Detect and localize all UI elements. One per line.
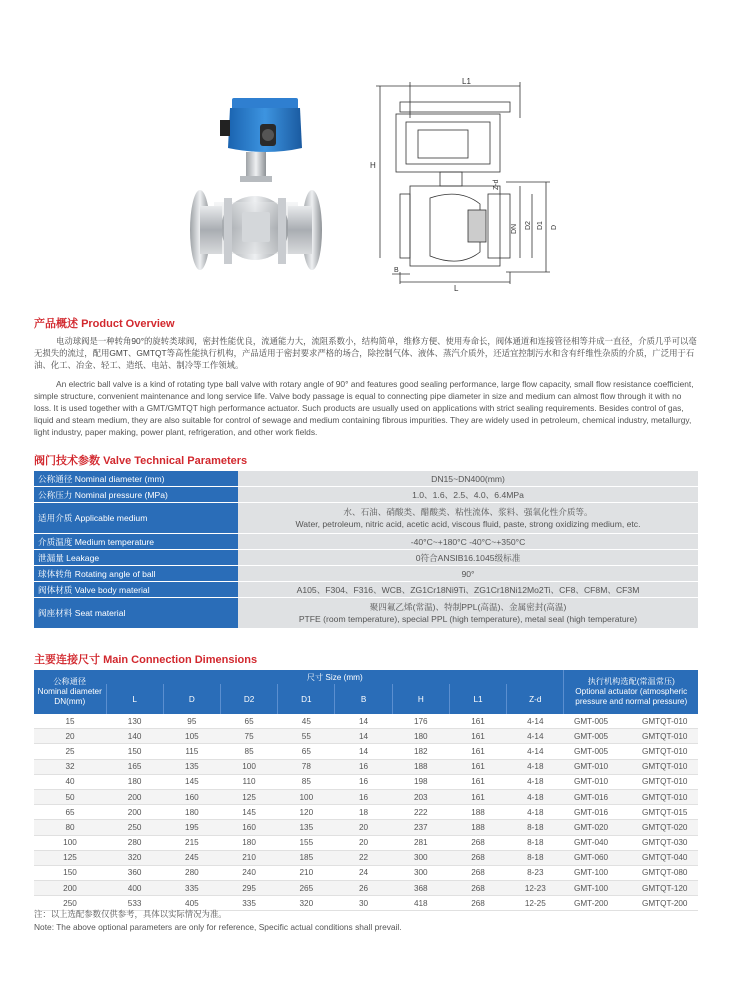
table-cell: 110 <box>220 774 277 789</box>
table-cell: 8-18 <box>507 820 564 835</box>
table-cell: GMT-200 <box>564 896 632 911</box>
tech-row-value <box>238 503 698 534</box>
table-cell: GMT-100 <box>564 865 632 880</box>
table-cell: 250 <box>34 896 106 911</box>
tech-title-en: Valve Technical Parameters <box>103 455 248 467</box>
table-row <box>34 714 698 729</box>
overview-paragraph-en: An electric ball valve is a kind of rotating type ball valve with rotary angle of 90° and features good sealing performance, large flow capacity, small flow resistance coefficient, simple structure, convenient maintenance and long service life. Valve body passage is equal to connecting pipe diameter in size and medium can almost flow through it with no loss. It is used together with a GMT/GMTQT high performance actuator. Such products are usually used on applications with strict sealing requirements. Besides control of gas, liquid and steam medium, they are also suitable for control of sewage and medium containing fibrous impurities. They are widely used in petroleum, chemical industry, metallurgy, light industry, paper making, power plant, refrigeration, and other work fields. <box>34 379 694 437</box>
table-cell: GMTQT-120 <box>632 881 698 896</box>
table-cell: 100 <box>220 759 277 774</box>
table-cell: 320 <box>106 850 163 865</box>
table-cell: 14 <box>335 744 392 759</box>
header-size: 尺寸 Size (mm) <box>106 670 564 684</box>
table-cell: 24 <box>335 865 392 880</box>
table-cell: 85 <box>220 744 277 759</box>
note-cn: 注：以上选配参数仅供参考，具体以实际情况为准。 <box>34 909 227 919</box>
label-L1: L1 <box>462 78 471 86</box>
table-cell: 45 <box>278 714 335 729</box>
dims-title-cn: 主要连接尺寸 <box>34 654 100 666</box>
table-cell: 180 <box>220 835 277 850</box>
table-cell: 85 <box>278 774 335 789</box>
table-cell: 180 <box>163 805 220 820</box>
table-cell: 135 <box>163 759 220 774</box>
table-cell: 140 <box>106 729 163 744</box>
table-cell: 280 <box>106 835 163 850</box>
table-cell: GMTQT-030 <box>632 835 698 850</box>
table-cell: 176 <box>392 714 449 729</box>
table-cell: 25 <box>34 744 106 759</box>
dims-column-header: H <box>392 684 449 714</box>
table-cell: 75 <box>220 729 277 744</box>
table-cell: 188 <box>392 759 449 774</box>
table-cell: 100 <box>34 835 106 850</box>
label-D: D <box>551 224 558 230</box>
tech-row-value <box>238 471 698 487</box>
table-cell: 161 <box>449 729 506 744</box>
table-cell: 300 <box>392 865 449 880</box>
table-cell: 268 <box>449 896 506 911</box>
table-cell: 12-25 <box>507 896 564 911</box>
table-cell: 20 <box>34 729 106 744</box>
table-cell: 265 <box>278 881 335 896</box>
table-cell: 161 <box>449 714 506 729</box>
table-row <box>34 759 698 774</box>
header-actuator-en: Optional actuator (atmospheric pressure and normal pressure) <box>575 687 688 706</box>
table-cell: 135 <box>278 820 335 835</box>
dims-column-header: L1 <box>449 684 506 714</box>
table-cell: 8-18 <box>507 835 564 850</box>
tech-row-value <box>238 534 698 550</box>
table-cell: 418 <box>392 896 449 911</box>
table-cell: GMT-005 <box>564 714 632 729</box>
label-DN: DN <box>511 223 518 234</box>
dims-column-header: D <box>163 684 220 714</box>
dims-column-header: B <box>335 684 392 714</box>
table-cell: 161 <box>449 759 506 774</box>
tech-value-line: 0符合ANSIB16.1045级标准 <box>415 552 521 563</box>
table-cell: GMTQT-040 <box>632 850 698 865</box>
overview-title-en: Product Overview <box>81 318 175 330</box>
table-cell: GMT-060 <box>564 850 632 865</box>
tech-row-value <box>238 550 698 566</box>
table-cell: 368 <box>392 881 449 896</box>
table-cell: 16 <box>335 759 392 774</box>
table-cell: 65 <box>220 714 277 729</box>
table-cell: 268 <box>449 835 506 850</box>
table-cell: 400 <box>106 881 163 896</box>
overview-title <box>34 315 175 331</box>
table-cell: 295 <box>220 881 277 896</box>
table-cell: 18 <box>335 805 392 820</box>
tech-row <box>34 503 698 534</box>
table-cell: GMTQT-010 <box>632 789 698 804</box>
table-cell: 14 <box>335 714 392 729</box>
table-cell: GMTQT-010 <box>632 744 698 759</box>
tech-row-value <box>238 566 698 582</box>
table-cell: 188 <box>449 805 506 820</box>
table-cell: 95 <box>163 714 220 729</box>
table-cell: 161 <box>449 789 506 804</box>
table-cell: 200 <box>106 789 163 804</box>
table-cell: 145 <box>220 805 277 820</box>
label-D1: D1 <box>537 221 544 230</box>
table-cell: GMTQT-010 <box>632 714 698 729</box>
tech-row-label: 公称通径 Nominal diameter (mm) <box>34 471 238 487</box>
dims-column-header: Z-d <box>507 684 564 714</box>
table-cell: 250 <box>106 820 163 835</box>
dims-title-en: Main Connection Dimensions <box>103 654 258 666</box>
tech-row <box>34 487 698 503</box>
tech-row <box>34 550 698 566</box>
table-cell: GMTQT-200 <box>632 896 698 911</box>
overview-title-cn: 产品概述 <box>34 318 78 330</box>
tech-row <box>34 598 698 629</box>
tech-row <box>34 534 698 550</box>
table-cell: 14 <box>335 729 392 744</box>
table-cell: 210 <box>278 865 335 880</box>
table-cell: 125 <box>34 850 106 865</box>
table-cell: 4-18 <box>507 789 564 804</box>
table-cell: 281 <box>392 835 449 850</box>
table-cell: 200 <box>106 805 163 820</box>
dimension-drawing <box>370 78 570 293</box>
table-row <box>34 865 698 880</box>
table-cell: 200 <box>34 881 106 896</box>
dims-column-header: L <box>106 684 163 714</box>
tech-row-label: 球体转角 Rotating angle of ball <box>34 566 238 582</box>
table-cell: GMTQT-010 <box>632 729 698 744</box>
dimension-table <box>34 670 698 911</box>
table-cell: GMT-040 <box>564 835 632 850</box>
table-cell: 268 <box>449 881 506 896</box>
table-cell: 12-23 <box>507 881 564 896</box>
table-cell: 180 <box>106 774 163 789</box>
table-cell: 268 <box>449 850 506 865</box>
tech-row-value <box>238 487 698 503</box>
tech-row <box>34 566 698 582</box>
header-nominal-en: Nominal diameter <box>37 687 102 696</box>
tech-value-line: 聚四氟乙烯(常温)、特制PPL(高温)、金属密封(高温) <box>369 602 567 612</box>
tech-value-line: -40°C~+180°C -40°C~+350°C <box>410 536 526 547</box>
table-cell: 4-18 <box>507 805 564 820</box>
tech-value-line: 90° <box>461 568 475 579</box>
table-cell: 185 <box>278 850 335 865</box>
table-cell: 150 <box>34 865 106 880</box>
table-cell: 4-14 <box>507 744 564 759</box>
table-cell: 30 <box>335 896 392 911</box>
table-cell: 320 <box>278 896 335 911</box>
table-cell: GMTQT-080 <box>632 865 698 880</box>
table-cell: 20 <box>335 820 392 835</box>
table-cell: 15 <box>34 714 106 729</box>
electric-ball-valve-photo <box>180 90 330 290</box>
dims-column-header: D2 <box>220 684 277 714</box>
table-cell: 50 <box>34 789 106 804</box>
table-row <box>34 789 698 804</box>
table-cell: 40 <box>34 774 106 789</box>
table-cell: GMTQT-010 <box>632 774 698 789</box>
table-cell: 335 <box>163 881 220 896</box>
tech-value-line: 水、石油、硝酸类、醋酸类、粘性流体、浆料、强氧化性介质等。 <box>343 507 593 517</box>
table-cell: 180 <box>392 729 449 744</box>
overview-paragraph-cn: 电动球阀是一种转角90°的旋转类球阀，密封性能优良，流通能力大，流阻系数小，结构简单，维修方便、使用寿命长，阀体通道和连接管径相等并成一直径，介质几乎可以毫无损失的流过，配用GMT、GMTQT等高性能执行机构，产品适用于密封要求严格的场合，除控制气体、液体、蒸汽介质外，还适宜控制污水和含有纤维性杂质的介质，广泛用于石油、化工、冶金、轻工、造纸、电站、制冷等工作领域。 <box>34 336 697 370</box>
dims-title <box>34 651 257 667</box>
label-B: B <box>394 267 399 274</box>
table-cell: 335 <box>220 896 277 911</box>
table-cell: 78 <box>278 759 335 774</box>
tech-row-label: 适用介质 Applicable medium <box>34 503 238 534</box>
table-row <box>34 850 698 865</box>
table-cell: 195 <box>163 820 220 835</box>
table-cell: 150 <box>106 744 163 759</box>
tech-row-label: 泄漏量 Leakage <box>34 550 238 566</box>
tech-value-line: DN15~DN400(mm) <box>431 473 505 484</box>
label-Zd: Z-d <box>493 179 500 190</box>
table-cell: GMTQT-010 <box>632 759 698 774</box>
table-cell: 360 <box>106 865 163 880</box>
label-D2: D2 <box>525 221 532 230</box>
table-cell: 198 <box>392 774 449 789</box>
tech-parameter-table <box>34 471 698 629</box>
tech-value-line-en: PTFE (room temperature), special PPL (high temperature), metal seal (high temperature) <box>298 614 638 624</box>
table-cell: GMT-016 <box>564 805 632 820</box>
overview-text-cn <box>34 335 698 371</box>
table-cell: 4-14 <box>507 729 564 744</box>
table-cell: 16 <box>335 774 392 789</box>
note-en: Note: The above optional parameters are only for reference, Specific actual conditions shall prevail. <box>34 922 402 932</box>
tech-row <box>34 471 698 487</box>
table-cell: GMT-020 <box>564 820 632 835</box>
table-cell: 8-23 <box>507 865 564 880</box>
table-cell: GMT-010 <box>564 774 632 789</box>
label-H: H <box>370 161 376 170</box>
table-cell: 268 <box>449 865 506 880</box>
table-cell: 245 <box>163 850 220 865</box>
table-cell: GMT-005 <box>564 729 632 744</box>
table-cell: 4-18 <box>507 774 564 789</box>
table-cell: 8-18 <box>507 850 564 865</box>
table-cell: 210 <box>220 850 277 865</box>
tech-value-line: A105、F304、F316、WCB、ZG1Cr18Ni9Ti、ZG1Cr18Ni12Mo2Ti、CF8、CF8M、CF3M <box>296 584 640 595</box>
table-cell: GMT-010 <box>564 759 632 774</box>
tech-value-line-en: Water, petroleum, nitric acid, acetic acid, viscous fluid, paste, strong oxidizing medium, etc. <box>295 519 641 529</box>
dims-column-header: D1 <box>278 684 335 714</box>
table-cell: 26 <box>335 881 392 896</box>
table-cell: 155 <box>278 835 335 850</box>
table-cell: 182 <box>392 744 449 759</box>
header-actuator-cn: 执行机构选配(常温常压) <box>587 677 675 686</box>
table-cell: 80 <box>34 820 106 835</box>
table-cell: 215 <box>163 835 220 850</box>
table-cell: 405 <box>163 896 220 911</box>
tech-value-line: 1.0、1.6、2.5、4.0、6.4MPa <box>412 489 524 500</box>
table-cell: 100 <box>278 789 335 804</box>
table-cell: 105 <box>163 729 220 744</box>
table-row <box>34 820 698 835</box>
header-nominal-unit: DN(mm) <box>54 697 86 706</box>
table-cell: 160 <box>163 789 220 804</box>
tech-title <box>34 452 247 468</box>
overview-text-en <box>34 378 698 438</box>
header-actuator <box>564 670 698 714</box>
table-row <box>34 881 698 896</box>
table-row <box>34 774 698 789</box>
table-cell: GMT-100 <box>564 881 632 896</box>
table-cell: 237 <box>392 820 449 835</box>
tech-row <box>34 582 698 598</box>
tech-row-label: 阀座材料 Seat material <box>34 598 238 629</box>
table-cell: 300 <box>392 850 449 865</box>
table-cell: 160 <box>220 820 277 835</box>
table-cell: 533 <box>106 896 163 911</box>
table-cell: 125 <box>220 789 277 804</box>
table-cell: 22 <box>335 850 392 865</box>
tech-row-value <box>238 582 698 598</box>
table-cell: 203 <box>392 789 449 804</box>
tech-row-label: 阀体材质 Valve body material <box>34 582 238 598</box>
table-cell: 161 <box>449 744 506 759</box>
tech-row-value <box>238 598 698 629</box>
tech-row-label: 公称压力 Nominal pressure (MPa) <box>34 487 238 503</box>
table-row <box>34 805 698 820</box>
table-row <box>34 835 698 850</box>
table-cell: 32 <box>34 759 106 774</box>
table-row <box>34 744 698 759</box>
table-cell: 161 <box>449 774 506 789</box>
table-cell: 16 <box>335 789 392 804</box>
table-cell: 280 <box>163 865 220 880</box>
table-cell: GMTQT-015 <box>632 805 698 820</box>
table-cell: 240 <box>220 865 277 880</box>
tech-row-label: 介质温度 Medium temperature <box>34 534 238 550</box>
table-cell: 55 <box>278 729 335 744</box>
table-cell: 130 <box>106 714 163 729</box>
table-cell: 115 <box>163 744 220 759</box>
table-cell: 188 <box>449 820 506 835</box>
table-row <box>34 729 698 744</box>
table-cell: 4-14 <box>507 714 564 729</box>
table-cell: 65 <box>34 805 106 820</box>
table-cell: 120 <box>278 805 335 820</box>
table-cell: 165 <box>106 759 163 774</box>
header-nominal-cn: 公称通径 <box>53 677 87 686</box>
table-cell: 20 <box>335 835 392 850</box>
table-cell: 222 <box>392 805 449 820</box>
table-cell: 4-18 <box>507 759 564 774</box>
table-cell: 65 <box>278 744 335 759</box>
table-cell: GMT-005 <box>564 744 632 759</box>
table-cell: GMTQT-020 <box>632 820 698 835</box>
tech-title-cn: 阀门技术参数 <box>34 455 100 467</box>
header-nominal-diameter <box>34 670 106 714</box>
table-cell: 145 <box>163 774 220 789</box>
table-cell: GMT-016 <box>564 789 632 804</box>
label-L: L <box>454 284 459 293</box>
